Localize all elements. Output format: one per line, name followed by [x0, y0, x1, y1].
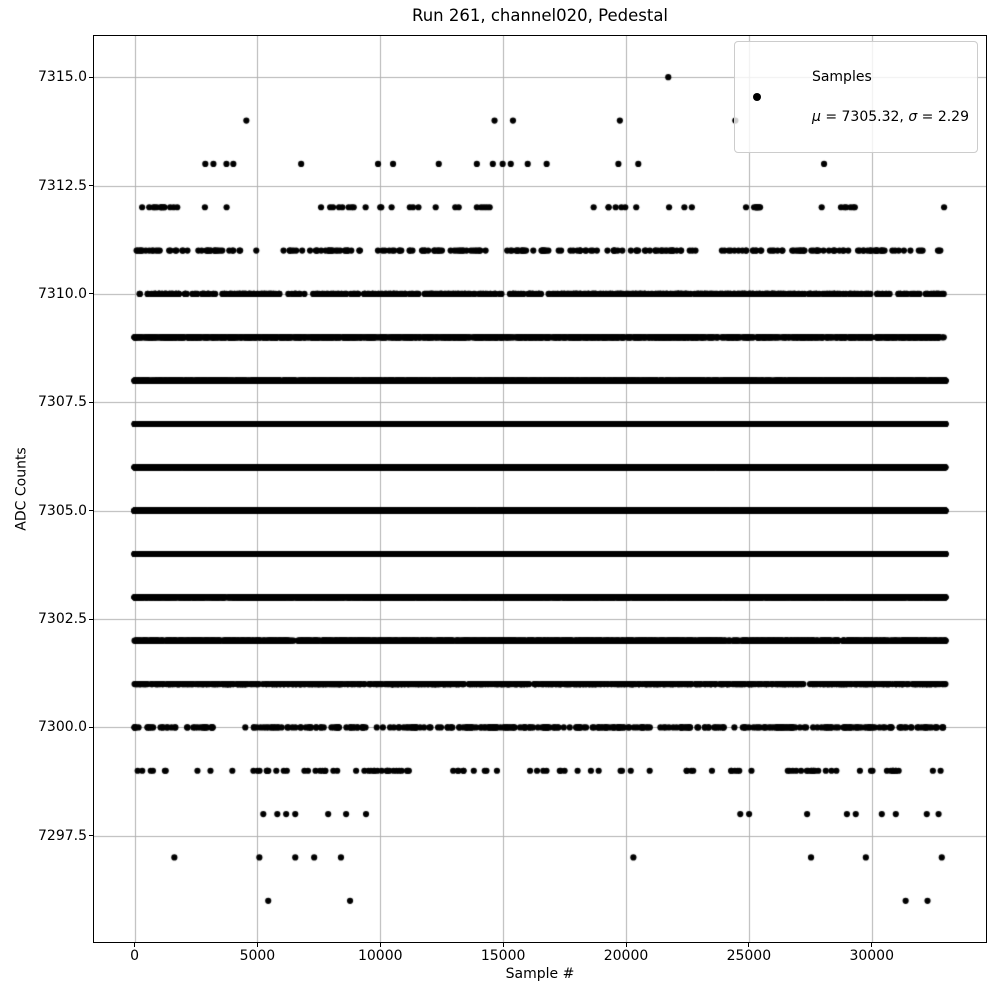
- scatter-canvas: [94, 36, 986, 942]
- legend: [734, 41, 978, 153]
- y-tick-label: 7312.5: [38, 177, 87, 194]
- y-tick-label: 7302.5: [38, 611, 87, 628]
- x-tick-label: 25000: [726, 948, 772, 964]
- y-tick-label: 7297.5: [38, 827, 87, 844]
- y-tick-mark: [89, 835, 93, 836]
- y-tick-label: 7310.0: [38, 285, 87, 302]
- legend-mu-symbol: μ: [811, 109, 821, 125]
- chart-title: Run 261, channel020, Pedestal: [411, 6, 669, 25]
- plot-area: [93, 35, 987, 943]
- y-tick-label: 7300.0: [38, 719, 87, 736]
- x-tick-label: 15000: [480, 948, 526, 964]
- y-tick-mark: [89, 185, 93, 186]
- legend-sigma-symbol: σ: [908, 109, 918, 125]
- x-axis-label: Sample #: [505, 966, 575, 982]
- x-tick-label: 10000: [357, 948, 403, 964]
- y-tick-mark: [89, 727, 93, 728]
- y-tick-mark: [89, 510, 93, 511]
- y-tick-label: 7307.5: [38, 394, 87, 411]
- legend-sigma-value: = 2.29: [917, 109, 969, 125]
- y-tick-label: 7315.0: [38, 69, 87, 86]
- x-tick-label: 5000: [239, 948, 276, 964]
- y-tick-mark: [89, 77, 93, 78]
- y-tick-mark: [89, 619, 93, 620]
- figure: Run 261, channel020, Pedestal Samples μ = 7305.32, σ = 2.29 Sample # ADC Counts 0 5000 10000 15000 20000 25000 30000 7297.5 7300.0 7302.5 7305.0 7307.5 7310.0 7312.5 7315.0: [0, 0, 1000, 1000]
- x-tick-label: 0: [130, 948, 139, 964]
- legend-text: [776, 47, 969, 147]
- y-tick-mark: [89, 293, 93, 294]
- x-tick-label: 30000: [849, 948, 894, 964]
- y-tick-mark: [89, 402, 93, 403]
- y-tick-label: 7305.0: [38, 502, 87, 519]
- x-tick-label: 20000: [603, 948, 649, 964]
- scatter-marker-icon: [753, 93, 761, 101]
- legend-mu-value: = 7305.32,: [820, 109, 909, 125]
- legend-series-label: Samples: [811, 69, 872, 85]
